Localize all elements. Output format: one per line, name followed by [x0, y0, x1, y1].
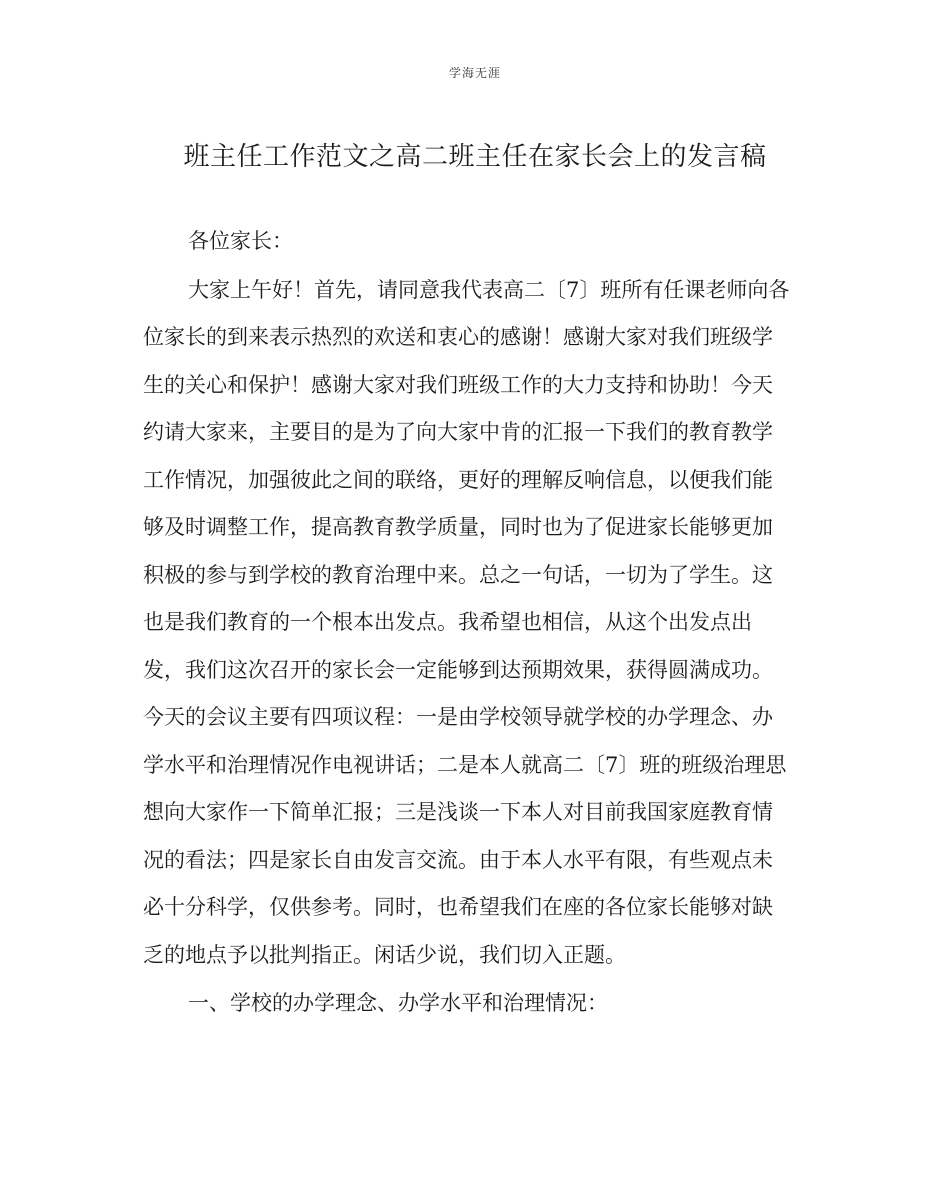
paragraph-line: 发，我们这次召开的家长会一定能够到达预期效果，获得圆满成功。	[143, 657, 773, 682]
paragraph-line: 学水平和治理情况作电视讲话；二是本人就高二〔7〕班的班级治理思	[143, 752, 787, 777]
document-title: 班主任工作范文之高二班主任在家长会上的发言稿	[183, 142, 767, 172]
paragraph-line: 够及时调整工作，提高教育教学质量，同时也为了促进家长能够更加	[143, 515, 773, 539]
paragraph-line: 想向大家作一下简单汇报；三是浅谈一下本人对目前我国家庭教育情	[143, 800, 773, 824]
opening-paragraph	[143, 267, 813, 980]
header-watermark-text: 学海无涯	[448, 66, 501, 80]
paragraph-line: 大家上午好！首先，请同意我代表高二〔7〕班所有任课老师向各	[188, 277, 790, 302]
paragraph-line: 必十分科学，仅供参考。同时，也希望我们在座的各位家长能够对缺	[143, 895, 773, 919]
paragraph-line: 乏的地点予以批判指正。闲话少说，我们切入正题。	[143, 942, 626, 967]
paragraph-line: 工作情况，加强彼此之间的联络，更好的理解反响信息，以便我们能	[143, 467, 773, 492]
paragraph-line: 也是我们教育的一个根本出发点。我希望也相信，从这个出发点出	[143, 610, 752, 634]
section-heading: 一、学校的办学理念、办学水平和治理情况：	[188, 991, 608, 1015]
paragraph-line: 位家长的到来表示热烈的欢送和衷心的感谢！感谢大家对我们班级学	[143, 325, 773, 349]
salutation: 各位家长：	[188, 229, 293, 253]
paragraph-line: 生的关心和保护！感谢大家对我们班级工作的大力支持和协助！今天	[143, 372, 773, 397]
paragraph-line: 积极的参与到学校的教育治理中来。总之一句话，一切为了学生。这	[143, 562, 773, 587]
document-body	[143, 218, 813, 1028]
paragraph-line: 况的看法；四是家长自由发言交流。由于本人水平有限，有些观点未	[143, 847, 773, 872]
paragraph-line: 约请大家来，主要目的是为了向大家中肯的汇报一下我们的教育教学	[143, 420, 773, 444]
paragraph-line: 今天的会议主要有四项议程：一是由学校领导就学校的办学理念、办	[143, 705, 773, 729]
